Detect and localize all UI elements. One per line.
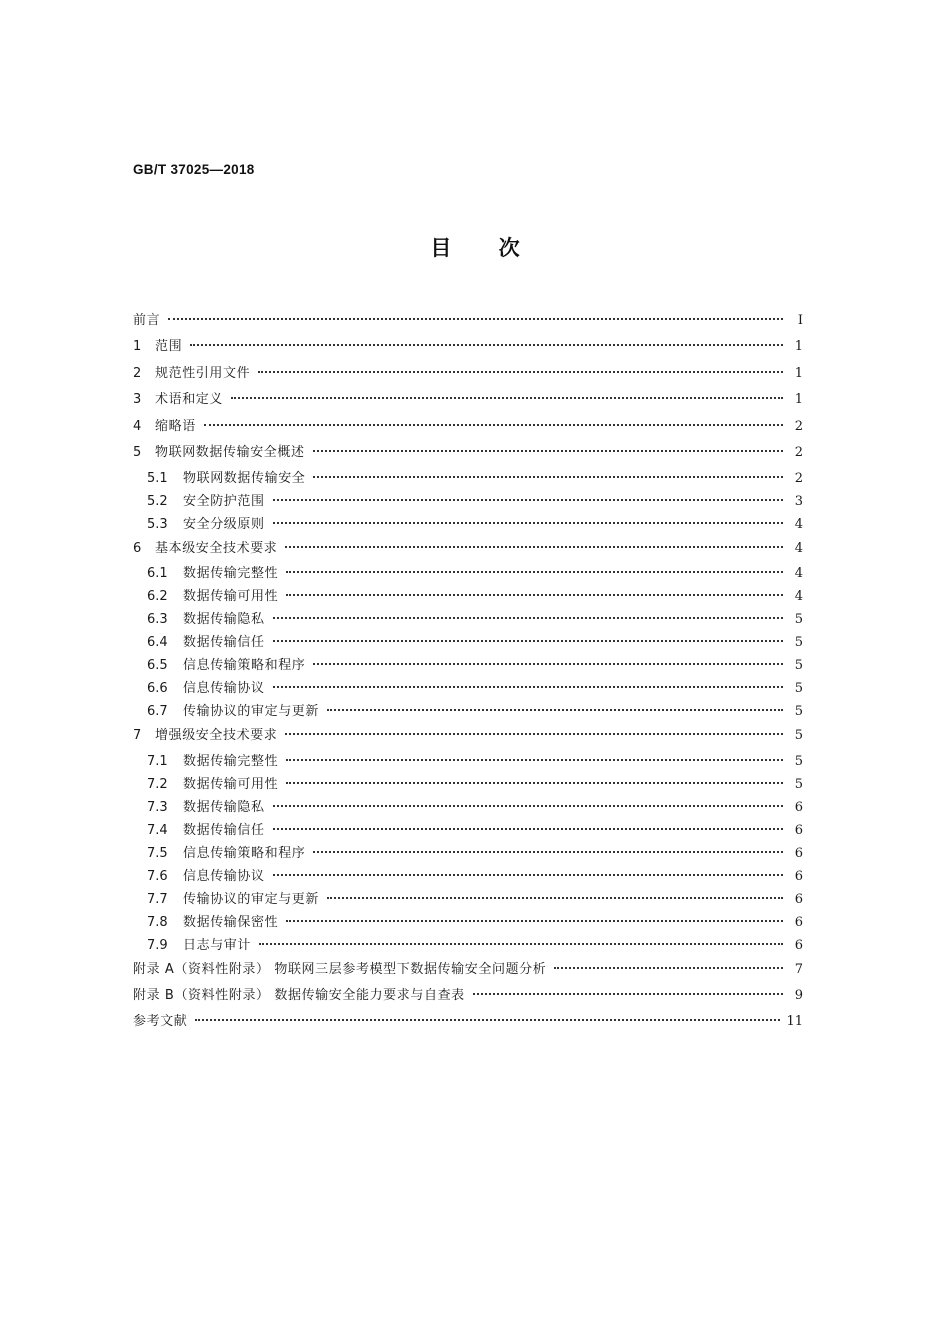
toc-entry[interactable] <box>133 796 803 819</box>
toc-entry-page: 6 <box>794 914 803 930</box>
toc-entry-title: 数据传输完整性 <box>183 566 279 581</box>
toc-entry-page: 5 <box>794 658 803 673</box>
toc-entry-number: 6.1 <box>147 566 168 581</box>
dot-leader <box>554 966 783 969</box>
dot-leader <box>273 827 783 830</box>
dot-leader <box>273 639 783 642</box>
table-of-contents <box>133 308 803 1035</box>
dot-leader <box>190 343 783 346</box>
toc-entry-page: 6 <box>794 937 803 953</box>
toc-entry[interactable] <box>133 723 803 750</box>
toc-entry[interactable] <box>133 608 803 631</box>
toc-entry[interactable] <box>133 387 803 414</box>
toc-entry-page: 1 <box>794 339 803 354</box>
toc-entry-number: 6.3 <box>147 612 168 627</box>
toc-entry-title: 信息传输策略和程序 <box>183 845 306 861</box>
toc-entry[interactable] <box>133 467 803 490</box>
toc-entry-title: 参考文献 <box>133 1013 188 1029</box>
toc-entry[interactable] <box>133 585 803 608</box>
toc-entry-number: 5 <box>133 445 142 460</box>
toc-entry-title: 数据传输隐私 <box>183 612 265 627</box>
toc-entry-page: 1 <box>794 392 803 407</box>
toc-entry-title: 前言 <box>133 313 161 328</box>
toc-entry[interactable] <box>133 865 803 888</box>
toc-entry-page: 5 <box>794 753 803 769</box>
toc-entry-title: 基本级安全技术要求 <box>155 540 278 556</box>
toc-entry-number: 7.8 <box>147 914 168 930</box>
toc-entry-page: 5 <box>794 681 803 696</box>
toc-entry-number: 6.4 <box>147 635 168 650</box>
toc-entry-page: I <box>797 313 803 328</box>
toc-entry-page: 11 <box>786 1013 803 1029</box>
toc-entry-number: 5.1 <box>147 470 168 486</box>
toc-entry-title: 数据传输隐私 <box>183 799 265 815</box>
toc-entry-title: 传输协议的审定与更新 <box>183 891 320 907</box>
toc-entry-number: 7.1 <box>147 753 168 769</box>
toc-entry-number: 3 <box>133 392 142 407</box>
toc-entry[interactable] <box>133 888 803 911</box>
toc-entry-title: 附录 B（资料性附录） 数据传输安全能力要求与自查表 <box>133 987 465 1003</box>
toc-entry-page: 6 <box>794 822 803 838</box>
toc-entry-number: 7 <box>133 728 142 743</box>
toc-entry-title: 数据传输完整性 <box>183 753 279 769</box>
toc-entry-number: 7.7 <box>147 891 168 907</box>
dot-leader <box>273 804 783 807</box>
toc-entry-page: 7 <box>794 961 803 977</box>
toc-entry-page: 2 <box>794 470 803 486</box>
toc-entry-number: 6.7 <box>147 704 168 719</box>
toc-entry[interactable] <box>133 308 803 334</box>
toc-entry-title: 信息传输策略和程序 <box>183 658 306 673</box>
toc-entry-page: 3 <box>794 493 803 509</box>
toc-entry[interactable] <box>133 490 803 513</box>
toc-entry-number: 7.9 <box>147 937 168 953</box>
toc-entry-title: 增强级安全技术要求 <box>155 728 278 743</box>
dot-leader <box>195 1018 780 1021</box>
toc-entry-number: 6.2 <box>147 589 168 604</box>
toc-entry[interactable] <box>133 654 803 677</box>
dot-leader <box>273 685 783 688</box>
dot-leader <box>273 521 783 524</box>
toc-entry[interactable] <box>133 334 803 361</box>
toc-entry-title: 规范性引用文件 <box>155 365 251 381</box>
dot-leader <box>286 919 783 922</box>
dot-leader <box>204 423 783 426</box>
dot-leader <box>231 396 783 399</box>
dot-leader <box>473 992 783 995</box>
toc-entry-title: 数据传输保密性 <box>183 914 279 930</box>
toc-entry-number: 6.5 <box>147 658 168 673</box>
toc-entry-title: 数据传输信任 <box>183 822 265 838</box>
toc-entry-number: 7.6 <box>147 868 168 884</box>
dot-leader <box>259 942 783 945</box>
dot-leader <box>258 370 783 373</box>
dot-leader <box>168 317 783 320</box>
toc-entry-number: 6.6 <box>147 681 168 696</box>
toc-entry-title: 范围 <box>155 339 183 354</box>
toc-entry-title: 附录 A（资料性附录） 物联网三层参考模型下数据传输安全问题分析 <box>133 961 547 977</box>
toc-title: 目 次 <box>430 236 520 260</box>
toc-entry-page: 5 <box>794 704 803 719</box>
toc-entry-number: 4 <box>133 418 142 434</box>
toc-entry-page: 6 <box>794 799 803 815</box>
toc-entry-title: 安全分级原则 <box>183 516 265 532</box>
dot-leader <box>285 732 783 735</box>
toc-entry-page: 4 <box>794 589 803 604</box>
dot-leader <box>286 781 783 784</box>
dot-leader <box>327 708 783 711</box>
toc-entry[interactable] <box>133 773 803 796</box>
toc-entry[interactable] <box>133 562 803 585</box>
toc-entry-number: 7.4 <box>147 822 168 838</box>
toc-entry[interactable] <box>133 819 803 842</box>
toc-entry-page: 5 <box>794 728 803 743</box>
toc-entry-title: 物联网数据传输安全 <box>183 470 306 486</box>
toc-entry-number: 1 <box>133 339 142 354</box>
toc-entry[interactable] <box>133 934 803 957</box>
toc-entry-title: 安全防护范围 <box>183 493 265 509</box>
dot-leader <box>273 873 783 876</box>
toc-entry-page: 4 <box>794 566 803 581</box>
toc-entry-title: 数据传输信任 <box>183 635 265 650</box>
toc-entry-page: 5 <box>794 776 803 792</box>
toc-entry-title: 术语和定义 <box>155 392 224 407</box>
toc-entry-page: 4 <box>794 516 803 532</box>
toc-entry-title: 物联网数据传输安全概述 <box>155 445 305 460</box>
toc-entry-title: 日志与审计 <box>183 937 252 953</box>
toc-entry-page: 2 <box>794 445 803 460</box>
dot-leader <box>286 758 783 761</box>
toc-entry-page: 6 <box>794 868 803 884</box>
toc-entry-page: 6 <box>794 845 803 861</box>
toc-entry-page: 2 <box>794 418 803 434</box>
toc-entry-page: 6 <box>794 891 803 907</box>
toc-entry[interactable] <box>133 677 803 700</box>
toc-entry[interactable] <box>133 957 803 983</box>
toc-entry[interactable] <box>133 513 803 536</box>
toc-entry-page: 9 <box>794 987 803 1003</box>
toc-entry-page: 5 <box>794 612 803 627</box>
toc-entry-page: 1 <box>794 365 803 381</box>
standard-code: GB/T 37025—2018 <box>133 162 255 177</box>
dot-leader <box>313 850 783 853</box>
toc-entry[interactable] <box>133 361 803 388</box>
toc-entry[interactable] <box>133 842 803 865</box>
dot-leader <box>313 662 783 665</box>
toc-entry-page: 5 <box>794 635 803 650</box>
toc-entry-number: 6 <box>133 540 142 556</box>
toc-entry-number: 7.5 <box>147 845 168 861</box>
toc-entry[interactable] <box>133 440 803 467</box>
dot-leader <box>313 475 783 478</box>
dot-leader <box>273 616 783 619</box>
toc-entry[interactable] <box>133 750 803 773</box>
toc-entry-number: 5.2 <box>147 493 168 509</box>
toc-entry[interactable] <box>133 631 803 654</box>
toc-entry[interactable] <box>133 536 803 563</box>
dot-leader <box>273 498 783 501</box>
dot-leader <box>286 593 783 596</box>
dot-leader <box>286 570 783 573</box>
dot-leader <box>313 449 783 452</box>
dot-leader <box>285 545 783 548</box>
toc-entry-title: 信息传输协议 <box>183 868 265 884</box>
toc-entry-title: 数据传输可用性 <box>183 776 279 792</box>
toc-entry-title: 传输协议的审定与更新 <box>183 704 320 719</box>
toc-entry-title: 信息传输协议 <box>183 681 265 696</box>
toc-entry-page: 4 <box>794 540 803 556</box>
toc-entry-title: 数据传输可用性 <box>183 589 279 604</box>
toc-entry-number: 5.3 <box>147 516 168 532</box>
toc-entry[interactable] <box>133 911 803 934</box>
toc-entry[interactable] <box>133 983 803 1009</box>
toc-entry-number: 7.3 <box>147 799 168 815</box>
toc-entry-title: 缩略语 <box>155 418 196 434</box>
toc-entry-number: 7.2 <box>147 776 168 792</box>
toc-entry-number: 2 <box>133 365 142 381</box>
dot-leader <box>327 896 783 899</box>
toc-entry[interactable] <box>133 1009 803 1035</box>
toc-entry[interactable] <box>133 700 803 723</box>
toc-entry[interactable] <box>133 414 803 441</box>
